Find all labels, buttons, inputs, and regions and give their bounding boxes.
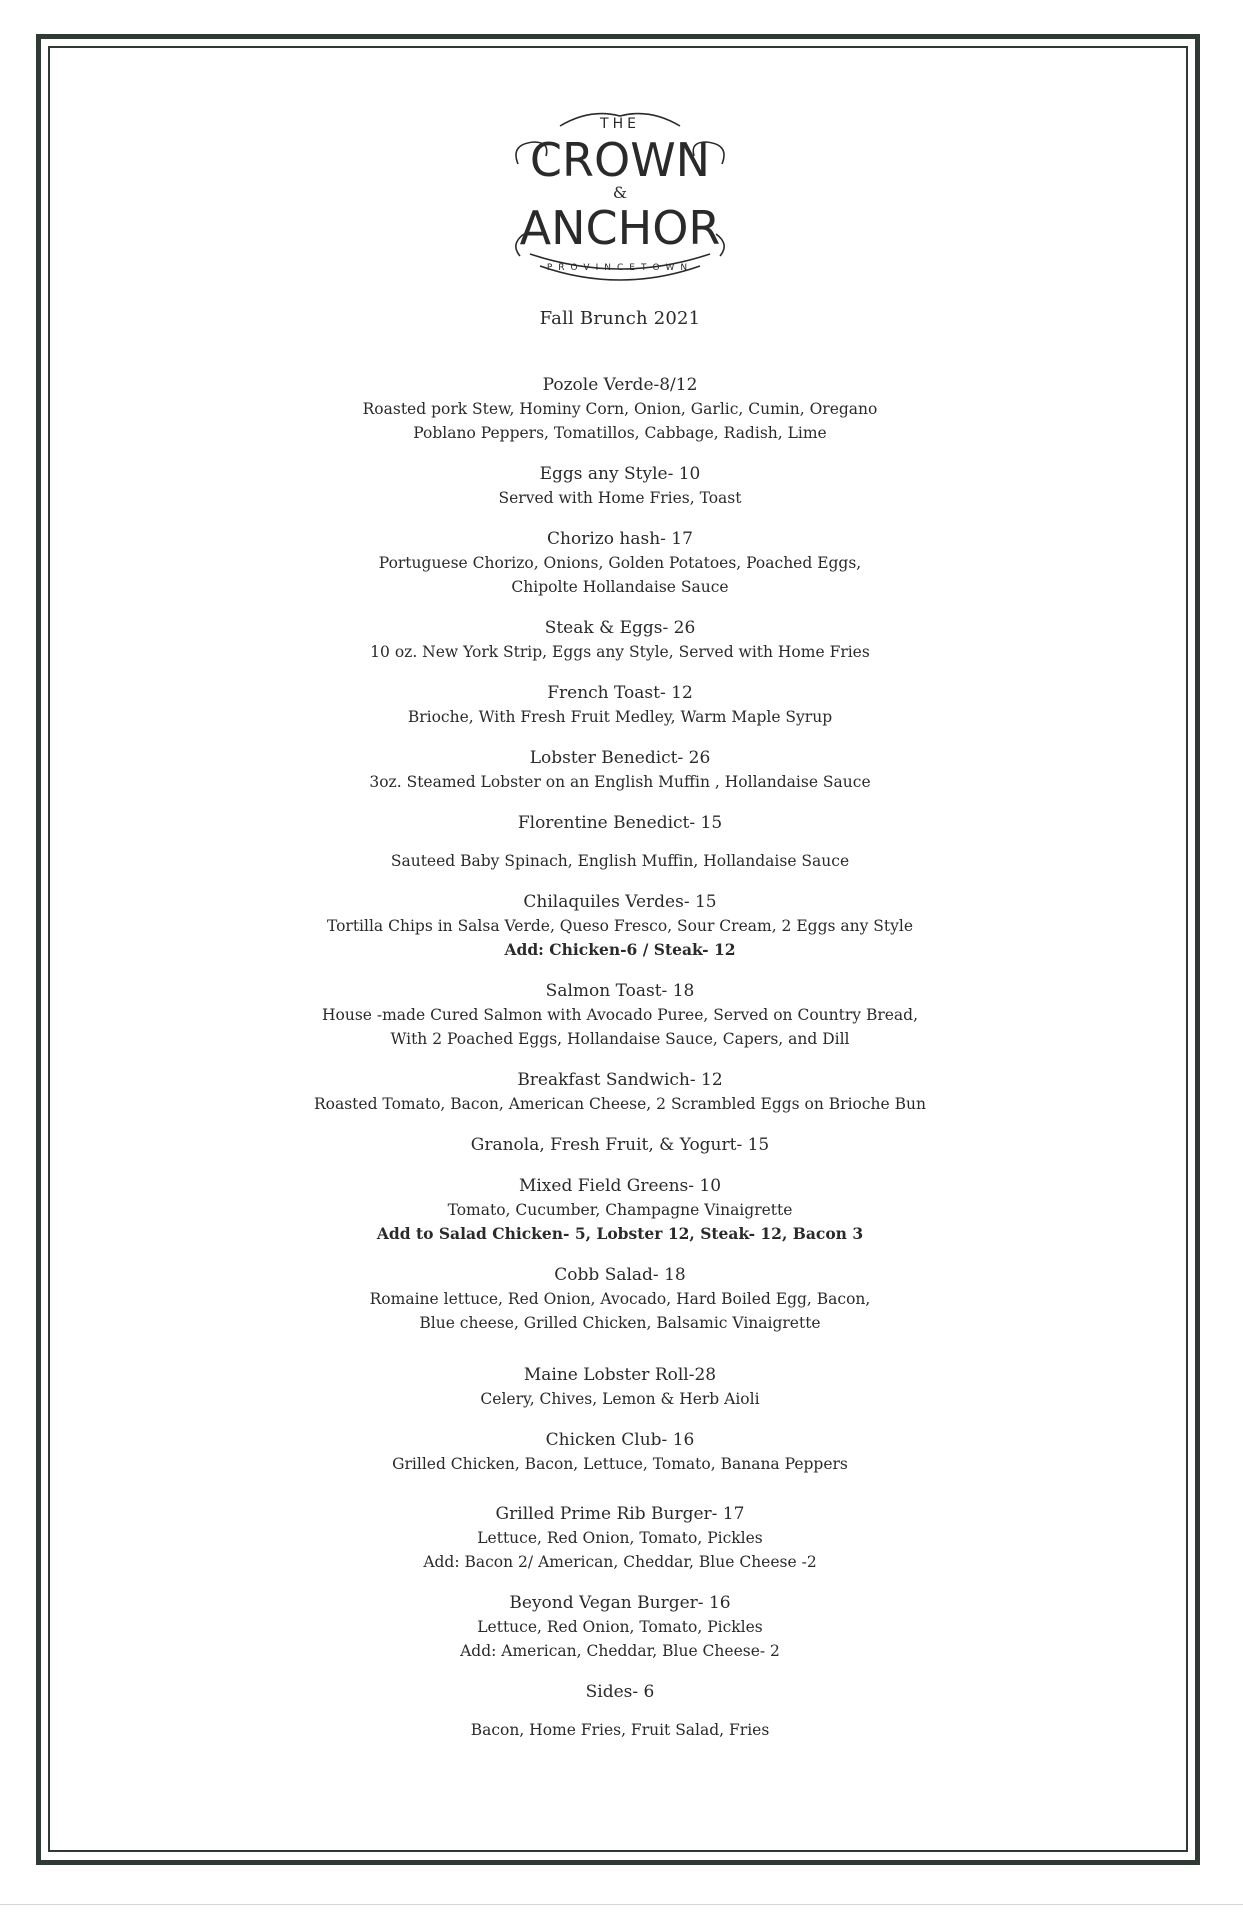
item-title: Grilled Prime Rib Burger- 17	[495, 1504, 745, 1524]
menu-item	[60, 373, 1180, 445]
item-title: Breakfast Sandwich- 12	[517, 1070, 723, 1090]
menu-item	[60, 746, 1180, 794]
menu-item	[60, 811, 1180, 873]
menu-item	[60, 1068, 1180, 1116]
menu-item	[60, 890, 1180, 962]
item-title: Sides- 6	[585, 1682, 655, 1702]
menu-item	[60, 1174, 1180, 1246]
item-description: Poblano Peppers, Tomatillos, Cabbage, Radish, Lime	[413, 424, 827, 442]
item-description: Roasted Tomato, Bacon, American Cheese, 2 Scrambled Eggs on Brioche Bun	[313, 1095, 926, 1113]
item-title: Chorizo hash- 17	[547, 529, 693, 549]
menu-item	[60, 979, 1180, 1051]
item-title: Salmon Toast- 18	[545, 981, 695, 1001]
item-title: Maine Lobster Roll-28	[523, 1365, 717, 1385]
menu-item	[60, 1502, 1180, 1574]
item-description: Bacon, Home Fries, Fruit Salad, Fries	[470, 1721, 770, 1739]
item-title: Chilaquiles Verdes- 15	[523, 892, 717, 912]
logo-town-text: PROVINCETOWN	[546, 263, 694, 273]
item-title: Cobb Salad- 18	[554, 1265, 686, 1285]
item-title: Granola, Fresh Fruit, & Yogurt- 15	[470, 1135, 770, 1155]
menu-item	[60, 1428, 1180, 1476]
logo-ampersand: &	[612, 183, 628, 202]
logo-anchor-text: ANCHOR	[519, 201, 721, 255]
item-title: Mixed Field Greens- 10	[518, 1176, 722, 1196]
item-title: Eggs any Style- 10	[539, 464, 701, 484]
menu-page	[60, 60, 1180, 1759]
item-description: Portuguese Chorizo, Onions, Golden Potatoes, Poached Eggs,	[378, 554, 862, 572]
menu-item	[60, 1363, 1180, 1411]
item-description: House -made Cured Salmon with Avocado Puree, Served on Country Bread,	[321, 1006, 919, 1024]
item-title: French Toast- 12	[547, 683, 693, 703]
item-title: Pozole Verde-8/12	[542, 375, 698, 395]
item-title: Steak & Eggs- 26	[544, 618, 696, 638]
item-description: Grilled Chicken, Bacon, Lettuce, Tomato, Banana Peppers	[392, 1455, 848, 1473]
item-description: Blue cheese, Grilled Chicken, Balsamic Vinaigrette	[419, 1314, 821, 1332]
item-addon: Add: Chicken-6 / Steak- 12	[504, 940, 736, 959]
item-description: Lettuce, Red Onion, Tomato, Pickles	[477, 1618, 763, 1636]
logo-the-text: THE	[600, 116, 640, 132]
item-title: Florentine Benedict- 15	[517, 813, 723, 833]
menu-item	[60, 1133, 1180, 1157]
item-title: Beyond Vegan Burger- 16	[509, 1593, 731, 1613]
item-description: Sauteed Baby Spinach, English Muffin, Hollandaise Sauce	[390, 852, 850, 870]
item-description: With 2 Poached Eggs, Hollandaise Sauce, Capers, and Dill	[390, 1030, 850, 1048]
item-description: Brioche, With Fresh Fruit Medley, Warm Maple Syrup	[407, 708, 833, 726]
menu-item	[60, 616, 1180, 664]
item-description: Tortilla Chips in Salsa Verde, Queso Fresco, Sour Cream, 2 Eggs any Style	[326, 917, 914, 935]
menu-item	[60, 527, 1180, 599]
item-title: Chicken Club- 16	[545, 1430, 695, 1450]
menu-item	[60, 1680, 1180, 1742]
menu-item	[60, 462, 1180, 510]
item-description: Served with Home Fries, Toast	[498, 489, 742, 507]
item-description: Add: Bacon 2/ American, Cheddar, Blue Cheese -2	[423, 1553, 817, 1571]
item-title: Lobster Benedict- 26	[529, 748, 711, 768]
item-description: 3oz. Steamed Lobster on an English Muffin , Hollandaise Sauce	[369, 773, 871, 791]
item-description: Romaine lettuce, Red Onion, Avocado, Hard Boiled Egg, Bacon,	[369, 1290, 871, 1308]
item-description: 10 oz. New York Strip, Eggs any Style, Served with Home Fries	[370, 643, 870, 661]
crown-anchor-logo	[490, 94, 750, 294]
menu-list	[60, 373, 1180, 1742]
item-addon: Add to Salad Chicken- 5, Lobster 12, Steak- 12, Bacon 3	[376, 1224, 864, 1243]
menu-item	[60, 1263, 1180, 1335]
menu-item	[60, 1591, 1180, 1663]
logo-crown-text: CROWN	[529, 133, 711, 187]
menu-item	[60, 681, 1180, 729]
menu-subtitle: Fall Brunch 2021	[539, 308, 701, 329]
item-description: Tomato, Cucumber, Champagne Vinaigrette	[447, 1201, 793, 1219]
item-description: Celery, Chives, Lemon & Herb Aioli	[480, 1390, 760, 1408]
item-description: Chipolte Hollandaise Sauce	[511, 578, 729, 596]
item-description: Lettuce, Red Onion, Tomato, Pickles	[477, 1529, 763, 1547]
item-description: Roasted pork Stew, Hominy Corn, Onion, Garlic, Cumin, Oregano	[362, 400, 878, 418]
item-description: Add: American, Cheddar, Blue Cheese- 2	[460, 1642, 780, 1660]
page-edge-line	[0, 1904, 1243, 1905]
